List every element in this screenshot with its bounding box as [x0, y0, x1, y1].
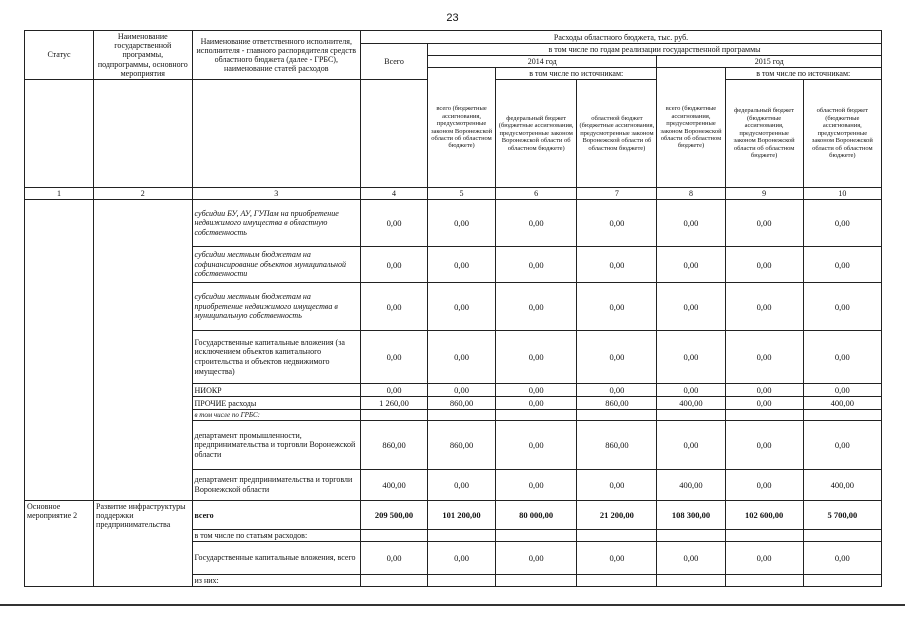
cell-value: 0,00 [496, 384, 577, 397]
col-number: 10 [803, 188, 881, 200]
cell-value: 0,00 [428, 200, 496, 247]
header-2014-regional: областной бюджет (бюджетные ассигнования, предусмотренные законом Воронежской области об областном бюджете) [577, 80, 657, 188]
table-row [25, 200, 882, 247]
row-label: субсидии БУ, АУ, ГУПам на приобретение недвижимого имущества в областную собственность [192, 200, 361, 247]
cell-value: 0,00 [803, 283, 881, 331]
header-2015-federal: федеральный бюджет (бюджетные ассигнования, предусмотренные законом Воронежской области об областном бюджете) [725, 80, 803, 188]
cell-value: 0,00 [577, 384, 657, 397]
cell-value: 400,00 [657, 397, 725, 410]
row-label: департамент предпринимательства и торговли Воронежской области [192, 470, 361, 501]
cell-value: 0,00 [428, 247, 496, 283]
measure2-name: Развитие инфраструктуры поддержки предпринимательства [94, 501, 192, 587]
header-2015-regional: областной бюджет (бюджетные ассигнования, предусмотренные законом Воронежской области об областном бюджете) [803, 80, 881, 188]
program-cell-empty [94, 200, 192, 501]
cell-value: 0,00 [577, 470, 657, 501]
cell-value: 0,00 [496, 283, 577, 331]
cell-value: 400,00 [361, 470, 428, 501]
page-number: 23 [446, 12, 459, 24]
cell-value: 102 600,00 [725, 501, 803, 530]
column-numbers-row [25, 188, 882, 200]
header-2015-sources: в том числе по источникам: [725, 68, 882, 80]
cell-value: 400,00 [657, 470, 725, 501]
cell-value: 209 500,00 [361, 501, 428, 530]
cell-value: 0,00 [496, 247, 577, 283]
cell-value: 0,00 [725, 200, 803, 247]
header-executor: Наименование ответственного исполнителя, исполнителя - главного распорядителя средств областного бюджета (далее - ГРБС), наименование статей расходов [192, 31, 361, 80]
col-number: 4 [361, 188, 428, 200]
cell-value: 0,00 [725, 283, 803, 331]
cell-value: 0,00 [725, 247, 803, 283]
cell-value: 5 700,00 [803, 501, 881, 530]
cell-value: 0,00 [496, 200, 577, 247]
cell-value: 0,00 [657, 331, 725, 384]
cell-value: 80 000,00 [496, 501, 577, 530]
cell-value: 0,00 [803, 542, 881, 575]
cell-value: 0,00 [496, 421, 577, 470]
cell-value: 400,00 [803, 470, 881, 501]
cell-value: 0,00 [361, 247, 428, 283]
row-label: субсидии местным бюджетам на софинансирование объектов муниципальной собственности [192, 247, 361, 283]
header-2014-federal: федеральный бюджет (бюджетные ассигнования, предусмотренные законом Воронежской области об областном бюджете) [496, 80, 577, 188]
header-by-years: в том числе по годам реализации государственной программы [428, 44, 882, 56]
cell-value: 0,00 [725, 470, 803, 501]
cell-value: 0,00 [428, 283, 496, 331]
cell-value: 0,00 [428, 470, 496, 501]
col-number: 6 [496, 188, 577, 200]
row-label: в том числе по ГРБС: [192, 410, 361, 421]
row-label: НИОКР [192, 384, 361, 397]
cell-value: 0,00 [361, 384, 428, 397]
cell-value: 21 200,00 [577, 501, 657, 530]
cell-value: 860,00 [577, 397, 657, 410]
cell-value: 0,00 [657, 247, 725, 283]
budget-table [24, 30, 882, 587]
cell-value: 0,00 [361, 200, 428, 247]
cell-value: 0,00 [803, 384, 881, 397]
cell-value: 0,00 [577, 200, 657, 247]
cell-value: 0,00 [496, 397, 577, 410]
header-year-2015: 2015 год [657, 56, 882, 68]
cell-value: 0,00 [361, 283, 428, 331]
header-expenses: Расходы областного бюджета, тыс. руб. [361, 31, 882, 44]
row-label: ПРОЧИЕ расходы [192, 397, 361, 410]
table-row [25, 501, 882, 530]
cell-value: 108 300,00 [657, 501, 725, 530]
cell-value: 0,00 [577, 542, 657, 575]
cell-value: 0,00 [803, 247, 881, 283]
cell-value: 0,00 [577, 331, 657, 384]
col-number: 5 [428, 188, 496, 200]
page-bottom-divider [0, 604, 905, 606]
cell-value: 0,00 [657, 421, 725, 470]
cell-value: 0,00 [496, 331, 577, 384]
header-2014-all: всего (бюджетные ассигнования, предусмотренные законом Воронежской области об областном бюджете) [428, 68, 496, 188]
cell-value: 0,00 [657, 384, 725, 397]
col-number: 9 [725, 188, 803, 200]
header-2014-sources: в том числе по источникам: [496, 68, 657, 80]
header-2015-all: всего (бюджетные ассигнования, предусмотренные законом Воронежской области об областном бюджете) [657, 68, 725, 188]
measure2-by-articles: в том числе по статьям расходов: [192, 530, 361, 542]
col-number: 2 [94, 188, 192, 200]
col-number: 7 [577, 188, 657, 200]
cell-value: 860,00 [428, 421, 496, 470]
row-label: Государственные капитальные вложения (за исключением объектов капитального строительства и объектов недвижимого имущества) [192, 331, 361, 384]
cell-value: 0,00 [803, 421, 881, 470]
cell-value: 101 200,00 [428, 501, 496, 530]
header-program-name: Наименование государственной программы, подпрограммы, основного мероприятия [94, 31, 192, 80]
cell-value: 0,00 [803, 331, 881, 384]
cell-value: 0,00 [577, 247, 657, 283]
col-number: 8 [657, 188, 725, 200]
cell-value: 0,00 [577, 283, 657, 331]
measure2-total-label: всего [192, 501, 361, 530]
cell-value: 0,00 [361, 542, 428, 575]
col-number: 1 [25, 188, 94, 200]
row-label: департамент промышленности, предпринимательства и торговли Воронежской области [192, 421, 361, 470]
cell-value: 0,00 [361, 331, 428, 384]
cell-value: 860,00 [428, 397, 496, 410]
cell-value: 0,00 [428, 384, 496, 397]
header-row-1 [25, 31, 882, 44]
cell-value: 0,00 [657, 200, 725, 247]
row-label: субсидии местным бюджетам на приобретение недвижимого имущества в муниципальную собственность [192, 283, 361, 331]
cell-value: 0,00 [725, 397, 803, 410]
cell-value: 0,00 [725, 542, 803, 575]
header-total: Всего [361, 44, 428, 80]
measure2-status: Основное мероприятие 2 [25, 501, 94, 587]
cell-value: 0,00 [725, 421, 803, 470]
cell-value: 0,00 [725, 331, 803, 384]
header-year-2014: 2014 год [428, 56, 657, 68]
status-cell-empty [25, 200, 94, 501]
measure2-of-which: из них: [192, 575, 361, 587]
cell-value: 0,00 [657, 283, 725, 331]
cell-value: 0,00 [496, 542, 577, 575]
cell-value: 400,00 [803, 397, 881, 410]
cell-value: 0,00 [496, 470, 577, 501]
cell-value: 1 260,00 [361, 397, 428, 410]
header-status: Статус [25, 31, 94, 80]
cell-value: 0,00 [428, 331, 496, 384]
cell-value: 860,00 [577, 421, 657, 470]
measure2-capital-label: Государственные капитальные вложения, всего [192, 542, 361, 575]
cell-value: 860,00 [361, 421, 428, 470]
cell-value: 0,00 [657, 542, 725, 575]
col-number: 3 [192, 188, 361, 200]
cell-value: 0,00 [428, 542, 496, 575]
cell-value: 0,00 [725, 384, 803, 397]
cell-value: 0,00 [803, 200, 881, 247]
